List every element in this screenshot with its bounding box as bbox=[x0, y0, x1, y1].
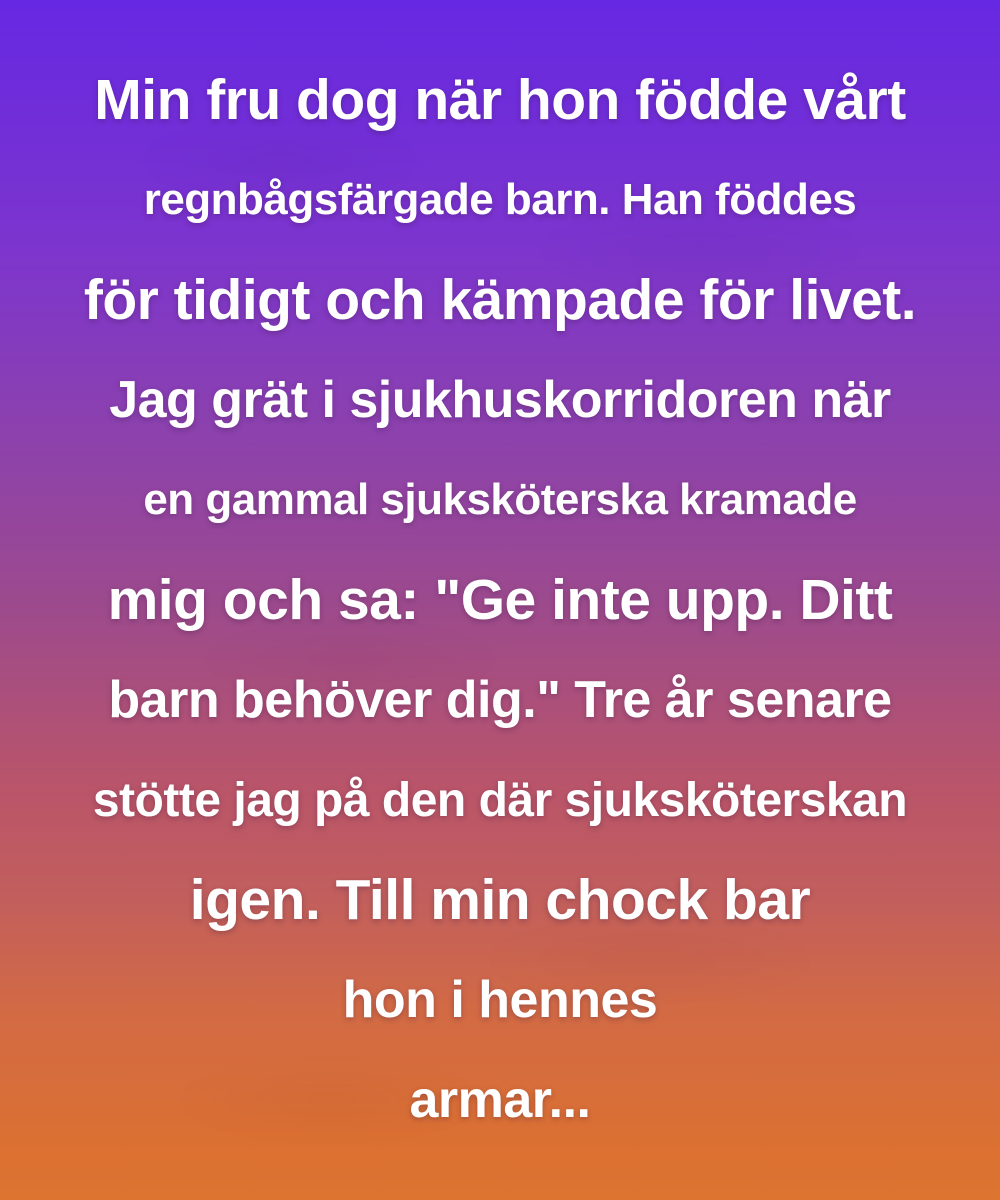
story-line: barn behöver dig." Tre år senare bbox=[108, 671, 892, 729]
story-line: mig och sa: "Ge inte upp. Ditt bbox=[107, 568, 893, 632]
story-line: armar... bbox=[409, 1071, 591, 1129]
story-line: igen. Till min chock bar bbox=[189, 868, 811, 932]
story-line: en gammal sjuksköterska kramade bbox=[143, 475, 857, 524]
story-line: stötte jag på den där sjuksköterskan bbox=[92, 773, 908, 827]
story-line: hon i hennes bbox=[342, 971, 658, 1029]
story-line: för tidigt och kämpade för livet. bbox=[83, 268, 917, 332]
story-line: Jag grät i sjukhuskorridoren när bbox=[109, 371, 891, 429]
story-line: regnbågsfärgade barn. Han föddes bbox=[143, 175, 857, 224]
story-line: Min fru dog när hon födde vårt bbox=[94, 68, 906, 132]
